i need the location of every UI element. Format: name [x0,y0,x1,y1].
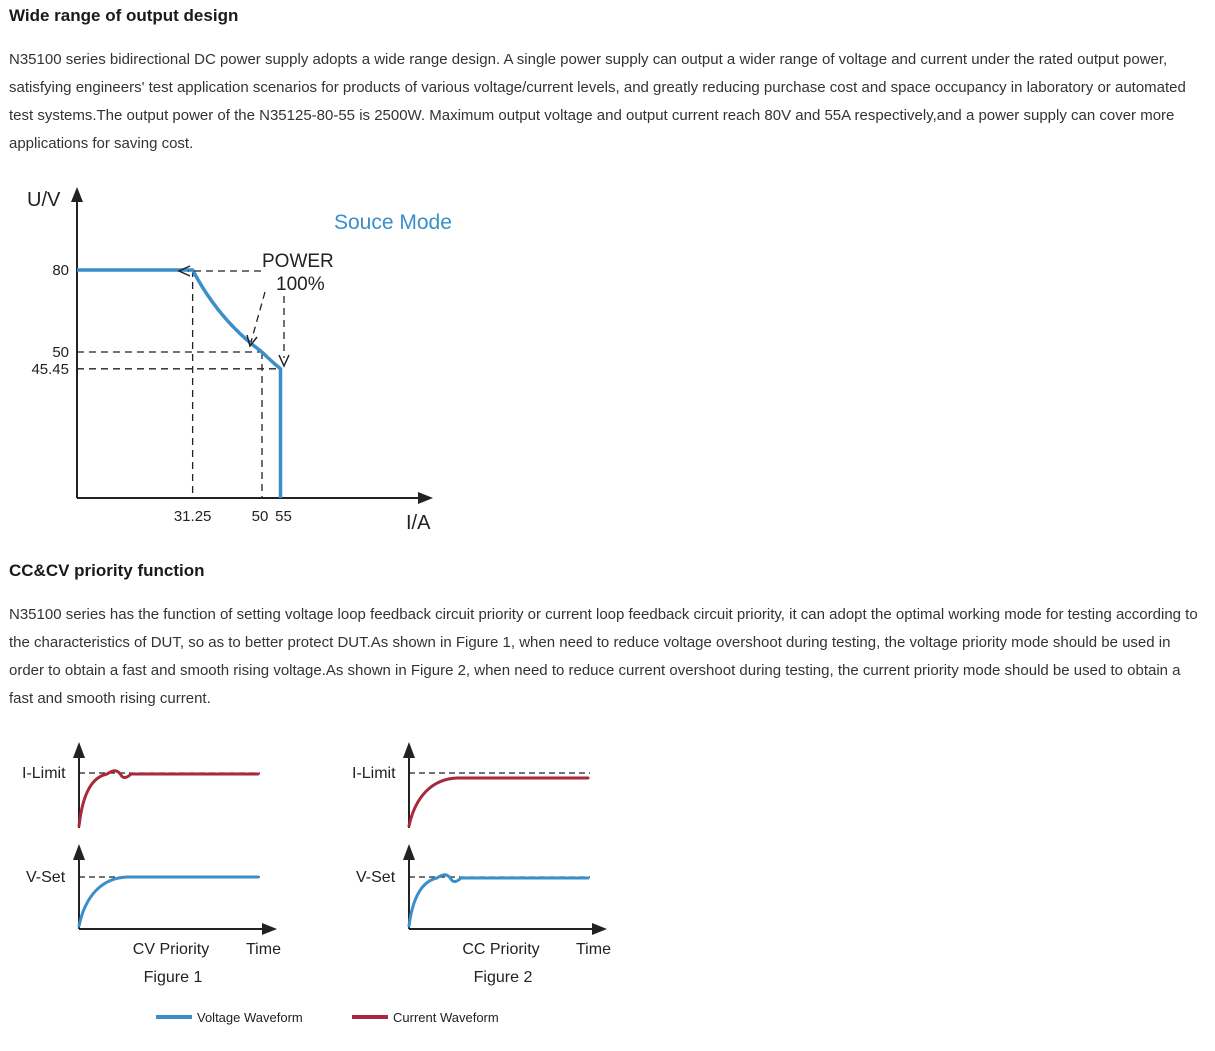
y-tick-label: 50 [52,344,69,361]
x-axis-arrow [262,923,277,935]
x-axis-arrow [418,492,433,504]
x-tick-label: 50 [251,508,269,525]
priority-caption: CC Priority [462,941,540,958]
current-waveform-line [409,778,588,826]
section-paragraph-cc-cv: N35100 series has the function of setting voltage loop feedback circuit priority or current loop feedback circuit priority, it can adopt the optimal working mode for testing according to the characteristics of DUT, so as to better protect DUT.As shown in Figure 1, when need to reduce voltage overshoot during testing, the voltage priority mode should be used in order to obtain a fast and smooth rising voltage.As shown in Figure 2, when need to reduce current overshoot during testing, the current priority mode should be used to obtain a fast and smooth rising current. [9,606,1198,707]
x-axis-arrow [592,923,607,935]
legend-label: Current Waveform [393,1010,499,1025]
upper-y-axis-arrow [73,742,85,758]
annotation-percent-label: 100% [276,274,325,295]
lower-y-axis-arrow [403,844,415,860]
voltage-waveform-line [409,875,588,926]
v-set-label: V-Set [356,869,396,886]
waveform-legend [140,1003,560,1033]
i-limit-label: I-Limit [352,765,396,782]
upper-y-axis-arrow [403,742,415,758]
y-axis-arrow [71,187,83,202]
section-heading-wide-range: Wide range of output design [9,6,239,25]
time-axis-label: Time [576,941,611,958]
y-tick-label: 45.45 [31,360,69,378]
priority-caption: CV Priority [132,941,210,958]
v-set-label: V-Set [26,869,66,886]
cv-priority-chart [0,730,320,995]
section-heading-cc-cv: CC&CV priority function [9,561,205,580]
section-paragraph-wide-range: N35100 series bidirectional DC power supply adopts a wide range design. A single power supply can output a wider range of voltage and current under the rated output power, satisfying engineers' test application scenarios for products of various voltage/current levels, and greatly reducing purchase cost and space occupancy in laboratory or automated test systems.The output power of the N35125-80-55 is 2500W. Maximum output voltage and output current reach 80V and 55A respectively,and a power supply can cover more applications for saving cost. [9,51,1186,152]
i-limit-label: I-Limit [22,765,66,782]
x-tick-label: 55 [275,508,292,525]
annotation-arrow-diag-line [251,292,265,342]
x-axis-label: I/A [406,512,431,534]
figure-label: Figure 1 [143,969,203,986]
source-mode-chart [0,170,480,545]
chart-title: Souce Mode [334,211,452,234]
x-tick-label: 31.25 [173,508,212,525]
figure-label: Figure 2 [473,969,533,986]
annotation-power-label: POWER [262,251,334,272]
y-tick-label: 80 [52,262,69,279]
cc-priority-chart [330,730,650,995]
lower-y-axis-arrow [73,844,85,860]
time-axis-label: Time [246,941,281,958]
voltage-waveform-line [79,877,258,926]
legend-label: Voltage Waveform [197,1010,303,1025]
y-axis-label: U/V [27,189,61,211]
power-curve-line [77,270,281,498]
current-waveform-line [79,771,258,826]
